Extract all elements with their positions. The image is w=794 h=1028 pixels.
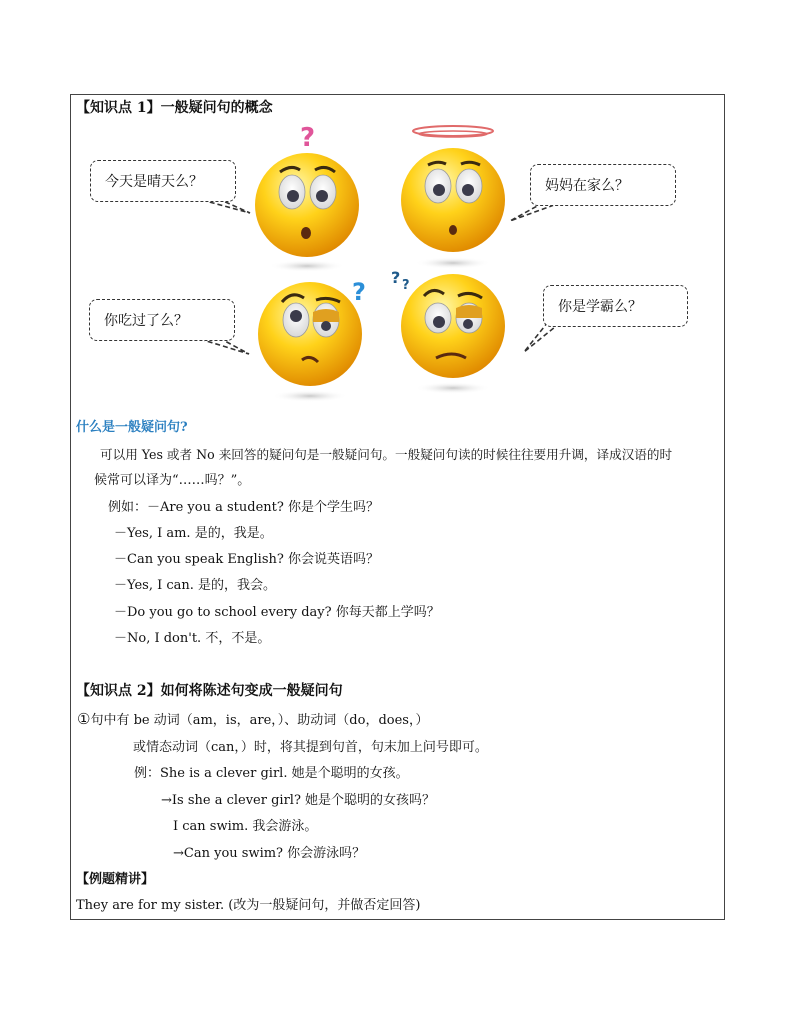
question-mark-icon: ?: [402, 278, 410, 293]
practice-heading: 【例题精讲】: [76, 872, 155, 887]
section1-heading: 【知识点 1】一般疑问句的概念: [76, 100, 273, 116]
speech-bubble-weather: 今天是晴天么？: [90, 160, 236, 202]
section2-heading: 【知识点 2】如何将陈述句变成一般疑问句: [76, 683, 343, 699]
question-mark-icon: ?: [300, 123, 316, 153]
practice-exercise: They are for my sister. (改为一般疑问句，并做否定回答): [76, 898, 421, 913]
speech-bubble-top-student: 你是学霸么？: [543, 285, 688, 327]
example-question-1: →Is she a clever girl? 她是个聪明的女孩吗？: [161, 793, 436, 808]
example-line: －Do you go to school every day? 你每天都上学吗？: [114, 605, 440, 620]
definition-line-1: 可以用 Yes 或者 No 来回答的疑问句是一般疑问句。一般疑问句读的时候往往要用升调，译成汉语的时: [100, 447, 673, 462]
rule-text: 句中有 be 动词（am，is，are，）、助动词（do，does，）: [90, 713, 429, 728]
emoji-doubtful-face: [401, 274, 505, 394]
speech-bubble-mom-home: 妈妈在家么？: [530, 164, 676, 206]
example-line: －No, I don't. 不，不是。: [114, 631, 271, 646]
question-mark-icon: ?: [391, 268, 401, 287]
rule-number: ①: [77, 710, 91, 728]
rule-line-2: 或情态动词（can，）时，将其提到句首，句末加上问号即可。: [133, 740, 488, 755]
question-mark-icon: ?: [352, 278, 366, 306]
emoji-confused-face-1: [255, 153, 359, 272]
example-line: －Can you speak English? 你会说英语吗？: [114, 552, 379, 567]
example-statement-2: I can swim. 我会游泳。: [173, 819, 318, 834]
example-line: 例如：－Are you a student? 你是个学生吗？: [108, 500, 379, 515]
definition-line-2: 候常可以译为“……吗？”。: [94, 473, 251, 488]
what-is-question: 什么是一般疑问句?: [76, 420, 188, 435]
example-line: －Yes, I am. 是的，我是。: [114, 526, 273, 541]
emoji-thinking-face: [258, 282, 362, 402]
example-statement-1: 例：She is a clever girl. 她是个聪明的女孩。: [134, 766, 409, 781]
example-question-2: →Can you swim? 你会游泳吗？: [173, 846, 366, 861]
rule-line-1: [77, 709, 428, 728]
speech-bubble-eaten: 你吃过了么？: [89, 299, 235, 341]
example-line: －Yes, I can. 是的，我会。: [114, 578, 277, 593]
emoji-halo-face: [401, 126, 505, 269]
bubble-tails: [200, 196, 560, 354]
